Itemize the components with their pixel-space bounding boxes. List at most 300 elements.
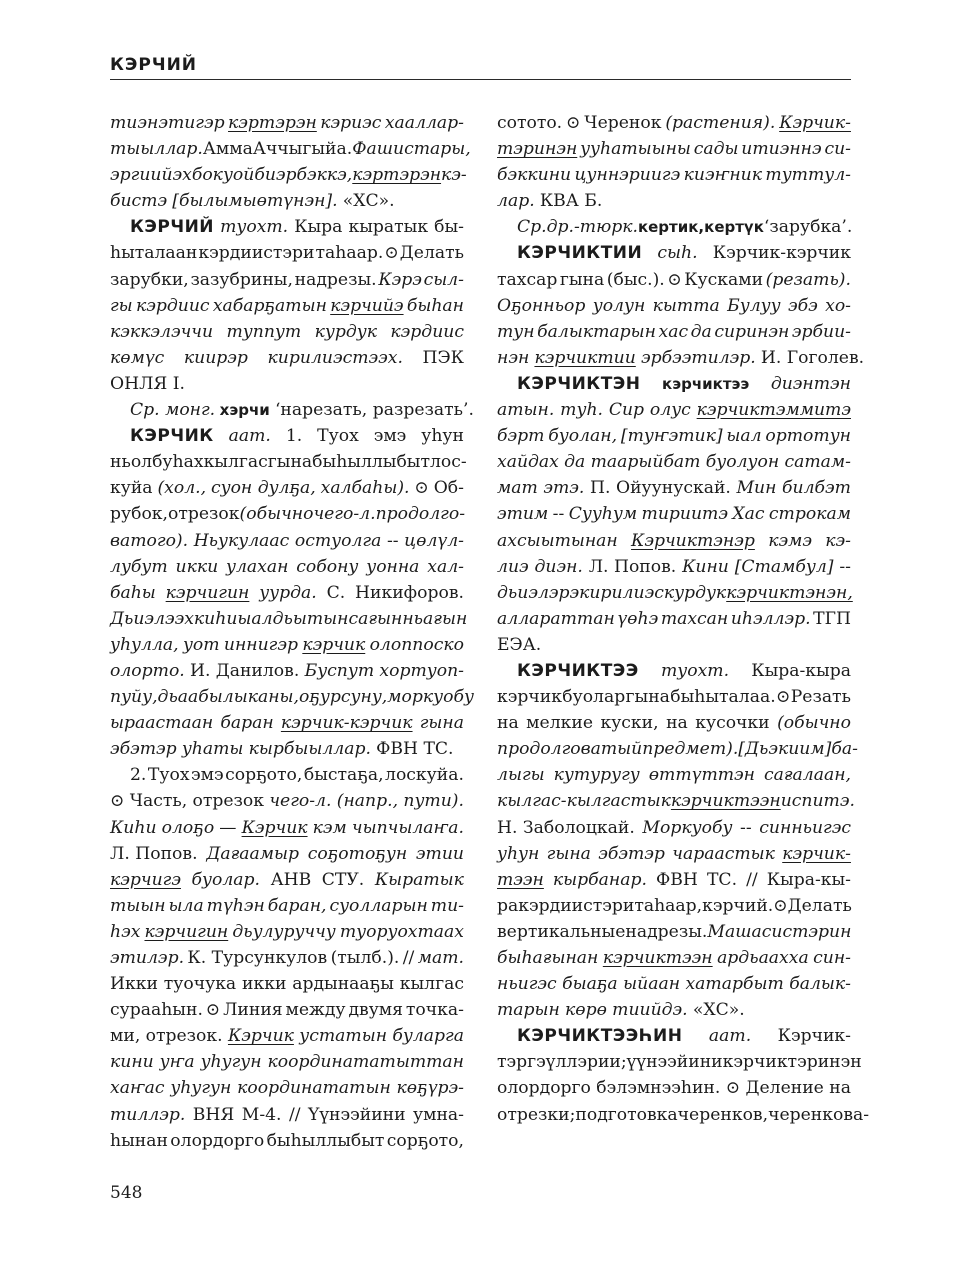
word: куйа	[110, 478, 153, 499]
word: һынан	[110, 1130, 168, 1151]
text-line	[497, 580, 851, 606]
word: таһаар,	[634, 895, 703, 916]
word: [туҥэтик]	[620, 426, 723, 447]
word: чего-л.	[269, 791, 332, 812]
word: пуйу,	[110, 687, 158, 708]
word: ньигэс	[497, 974, 557, 995]
word: сыл-	[423, 269, 464, 290]
word: киһи	[193, 608, 238, 629]
word: Делать	[787, 895, 852, 916]
word: Фашистары,	[352, 139, 471, 160]
word: устатын	[299, 1026, 388, 1047]
word: К. Турсункулов	[187, 948, 328, 968]
word: чего-л.	[313, 504, 376, 525]
word: эргиийэх	[110, 165, 192, 186]
word: КВА Б.	[539, 191, 603, 212]
text-line	[110, 240, 464, 266]
word: туохт.	[660, 660, 730, 681]
word: ра	[497, 895, 519, 916]
word: тириитэ	[641, 504, 728, 525]
text-line	[497, 319, 851, 345]
word: гына	[267, 452, 313, 473]
word: 2.	[130, 765, 147, 786]
word: туоруохтаах	[339, 921, 464, 942]
word: ЕЭА.	[497, 634, 542, 655]
word: рубок,	[110, 504, 169, 525]
word: лиэ	[497, 556, 529, 577]
text-line	[497, 841, 851, 867]
word: эрбээтилэр.	[640, 347, 756, 368]
text-line	[110, 1102, 464, 1128]
word: ОНЛЯ I.	[110, 373, 186, 394]
page-number: 548	[110, 1183, 143, 1203]
word: кырбыыллар.	[248, 739, 371, 760]
word: (обычно	[777, 713, 851, 734]
word: быһағынан	[497, 948, 599, 968]
word: кэрчий.	[702, 895, 774, 916]
word: көмүс	[110, 347, 165, 368]
word: баһы	[110, 582, 156, 603]
word: Дьиэлээх	[110, 608, 194, 629]
word: продолговатый	[497, 739, 643, 760]
word: кырбанар.	[552, 869, 647, 890]
text-line	[497, 632, 851, 658]
word: ⊙	[775, 687, 791, 708]
word: Кини	[682, 556, 729, 577]
text-line	[497, 554, 851, 580]
word: на	[497, 713, 519, 734]
word: Н. Заболоцкай.	[497, 817, 635, 838]
word: аат.	[228, 426, 271, 447]
word: уурда.	[259, 582, 317, 603]
word: ПЭК	[422, 347, 464, 368]
word: ньолбуһах	[110, 452, 204, 473]
text-line	[110, 893, 464, 919]
word: туохт.	[220, 217, 289, 238]
text-line	[110, 867, 464, 893]
word: олус	[649, 400, 691, 421]
word: М-4.	[241, 1104, 282, 1125]
word: Туох	[147, 765, 190, 786]
text-line	[110, 736, 464, 762]
word: дьиэлэрэ	[497, 582, 580, 603]
text-line	[497, 893, 851, 919]
word: гына	[419, 713, 464, 734]
word: кэрдиистэри	[518, 895, 635, 916]
word: Моркуобу	[642, 817, 733, 838]
word: соҕотоҕун	[307, 843, 408, 864]
word: предмет).	[642, 739, 739, 760]
word: этим	[497, 504, 549, 525]
word: үллэрии;	[545, 1052, 627, 1073]
word: балыктарын	[537, 321, 656, 342]
word: ыалдьытын	[237, 608, 349, 629]
word: отрезок.	[145, 1026, 223, 1047]
word: Сууһум	[568, 504, 638, 525]
word: хэрчи	[219, 401, 270, 420]
text-line	[110, 815, 464, 841]
word: тахсан	[660, 608, 729, 629]
word: си-	[824, 139, 851, 160]
word: Черенок	[584, 113, 662, 133]
word: кэ-	[441, 165, 467, 186]
word: кэккэлэччи	[110, 321, 214, 342]
headword: КЭРЧИКТЭН	[517, 373, 641, 394]
example-word: Кэрчик	[241, 817, 308, 838]
word: да	[564, 452, 586, 473]
word: «ХС».	[692, 1000, 745, 1021]
word: туһ.	[560, 400, 603, 421]
word: Никифоров.	[355, 582, 464, 603]
word: ууһатыыны	[580, 139, 691, 160]
example-word: Кэрчиктэнэр	[631, 530, 755, 551]
word: бэлэмнээһин.	[596, 1078, 721, 1099]
word: ыал	[726, 426, 762, 447]
text-line	[110, 710, 464, 736]
word: уонна	[366, 556, 420, 577]
word: испитэ.	[780, 791, 855, 812]
word: ⊙	[773, 895, 788, 916]
text-line	[497, 1049, 862, 1075]
word: быаҕа	[562, 974, 618, 995]
word: быһан	[406, 295, 464, 316]
word: Ойуунускай.	[616, 478, 731, 499]
example-word: кэрчиктээн	[670, 791, 781, 812]
word: Деление	[745, 1078, 824, 1099]
word: бэккини	[497, 165, 572, 186]
word: И. Гоголев.	[760, 347, 865, 368]
word: олордорго	[170, 1130, 265, 1151]
text-line	[497, 658, 851, 684]
word: олоппоско	[369, 634, 464, 655]
text-line	[110, 762, 464, 788]
text-line	[497, 1023, 851, 1049]
word: (тылб.).	[330, 948, 400, 968]
text-line	[497, 110, 851, 136]
word: эмэ	[373, 426, 407, 447]
text-line	[497, 162, 851, 188]
word: тиийдэ.	[612, 1000, 688, 1021]
word: ба-	[831, 739, 858, 760]
text-line	[497, 136, 851, 162]
word: кэмэ	[768, 530, 812, 551]
word: Л. Попов.	[588, 556, 677, 577]
example-word: тэринэн	[497, 139, 578, 160]
word: киирэр	[183, 347, 248, 368]
example-word: кэртэрэн	[352, 165, 442, 186]
text-line	[497, 397, 851, 423]
word: [Дьэкиим]	[738, 739, 832, 760]
word: бэрт	[497, 426, 545, 447]
word: лоскуйа.	[385, 765, 464, 786]
word: буолар	[562, 687, 626, 708]
word: кирилиэстээх.	[267, 347, 403, 368]
word: уһулла,	[110, 634, 179, 655]
word: мелкие	[526, 713, 593, 734]
word: кылгас	[399, 974, 464, 995]
word: кэрдиис	[390, 321, 464, 342]
word: зазубрины,	[190, 269, 293, 290]
word: —	[219, 817, 237, 838]
word: остуолга	[294, 530, 382, 551]
text-line	[497, 423, 851, 449]
word: итиэннэ	[741, 139, 822, 160]
text-line	[110, 110, 464, 136]
text-line	[497, 971, 851, 997]
left-column	[110, 110, 474, 1154]
word: --	[839, 556, 851, 577]
text-line	[497, 528, 851, 554]
word: сотото.	[497, 113, 563, 133]
headword: КЭРЧИЙ	[130, 217, 215, 238]
word: баран	[220, 713, 274, 734]
example-word: тээн	[497, 869, 544, 890]
word: бы-	[434, 217, 464, 238]
text-line	[497, 815, 851, 841]
word: баран,	[267, 895, 327, 916]
word: кыратык	[348, 217, 429, 238]
text-line	[110, 554, 464, 580]
word: таарыйбат	[590, 452, 701, 473]
word: дьаабылыканы,	[157, 687, 300, 708]
example-word: кэрчик-	[782, 843, 851, 864]
word: дьулуруччу	[232, 921, 336, 942]
word: надрезы.	[625, 921, 708, 942]
word: икки	[242, 974, 287, 995]
headword: КЭРЧИКТЭЭҺИН	[517, 1026, 683, 1047]
word: буолуон	[705, 452, 780, 473]
word: буолан,	[548, 426, 618, 447]
text-line	[110, 345, 464, 371]
word: халбаһы).	[320, 478, 410, 499]
word: уһугун	[170, 1078, 232, 1099]
word: отрезки;	[497, 1104, 576, 1125]
word: Ср. монг.	[130, 400, 216, 421]
word: на	[666, 713, 688, 734]
word: ардьаахха	[717, 948, 809, 968]
word: на	[829, 1078, 851, 1099]
word: цуннэриигэ	[574, 165, 681, 186]
word: олордорго	[497, 1078, 591, 1099]
word: Хас	[732, 504, 765, 525]
word: ⊙	[667, 269, 682, 290]
word: бистэ	[110, 191, 168, 212]
text-line	[497, 867, 851, 893]
word: тыыллар.	[110, 139, 203, 160]
text-line	[497, 240, 851, 266]
text-line	[110, 606, 468, 632]
text-line	[497, 188, 851, 214]
word: сорҕото,	[386, 1130, 464, 1151]
text-line	[497, 371, 851, 397]
word: бокуой	[191, 165, 255, 186]
word: между	[285, 1000, 346, 1021]
word: Кусками	[684, 269, 764, 290]
word: ватого).	[110, 530, 189, 551]
word: П.	[589, 478, 611, 499]
word: диэн.	[534, 556, 583, 577]
word: собону	[296, 556, 359, 577]
word: ахсыытынан	[497, 530, 618, 551]
word: (напр.,	[336, 791, 399, 812]
word: тахсар	[497, 269, 558, 290]
word: чараастык	[672, 843, 775, 864]
example-word: Кэрчик-	[779, 113, 851, 133]
word: сурааһын.	[110, 1000, 203, 1021]
word: Булуу	[727, 295, 781, 316]
word: быһыллыбыт	[266, 1130, 385, 1151]
word: кутуругу	[553, 765, 640, 786]
word: кирилиэс	[579, 582, 664, 603]
word: (растения).	[665, 113, 776, 133]
word: билбэт	[782, 478, 851, 499]
word: --	[552, 504, 565, 525]
text-line	[497, 606, 851, 632]
example-word: кэрчиктэммитэ	[696, 400, 851, 421]
word: кэрчиктээ	[662, 374, 750, 393]
word: чыпчылаҥа.	[351, 817, 464, 838]
word: туочука	[163, 974, 237, 995]
word: уҥа	[159, 1052, 195, 1073]
word: хас	[658, 321, 689, 342]
word: Кэрэ	[378, 269, 422, 290]
word: Линия	[223, 1000, 283, 1021]
word: хортуоп-	[379, 660, 464, 681]
word: балык-	[789, 974, 851, 995]
word: АНВ	[270, 869, 312, 890]
word: строкам	[768, 504, 851, 525]
word: оҕурсуну,	[299, 687, 388, 708]
word: син-	[813, 948, 851, 968]
word: систэрин	[761, 921, 852, 942]
text-line	[497, 1102, 870, 1128]
word: ти-	[430, 895, 464, 916]
text-line	[110, 919, 464, 945]
word: (хол.,	[157, 478, 207, 499]
word: (резать).	[765, 269, 851, 290]
word: кертүк	[704, 218, 764, 237]
word: диэнтэн	[770, 373, 851, 394]
word: Буспут	[304, 660, 375, 681]
word: мат	[497, 478, 538, 499]
word: черенкова-	[768, 1104, 870, 1125]
word: тыын	[110, 895, 166, 916]
text-line	[110, 188, 464, 214]
word: туттул-	[765, 165, 851, 186]
text-line	[110, 267, 464, 293]
word: кэриэс	[320, 113, 382, 133]
right-column	[497, 110, 870, 1128]
example-word: кэрчийэ	[330, 295, 404, 316]
word: кылгас	[203, 452, 268, 473]
word: Сир	[608, 400, 645, 421]
word: улахан	[226, 556, 289, 577]
text-line	[110, 580, 464, 606]
word: куски,	[600, 713, 659, 734]
text-line	[110, 1128, 464, 1154]
word: хал-	[427, 556, 464, 577]
word: түһэн	[206, 895, 265, 916]
word: подготовка	[575, 1104, 678, 1125]
word: //	[288, 1104, 301, 1125]
headword: КЭРЧИКТИИ	[517, 243, 643, 264]
word: кэм	[312, 817, 347, 838]
word: (обычно	[239, 504, 314, 525]
word: Об-	[433, 478, 464, 499]
word: [Стамбул]	[734, 556, 834, 577]
word: кусочки	[695, 713, 770, 734]
word: сағалаан,	[763, 765, 851, 786]
word: ардынааҕы	[292, 974, 394, 995]
word: уһаты	[181, 739, 244, 760]
text-line	[110, 997, 464, 1023]
text-line	[110, 528, 464, 554]
word: вертикальные	[497, 921, 626, 942]
word: сыһ.	[657, 243, 698, 264]
word: синньигэс	[759, 817, 851, 838]
word: гына	[559, 269, 605, 290]
word: точка-	[405, 1000, 464, 1021]
word: ми,	[110, 1026, 141, 1047]
word: Данилов.	[215, 660, 300, 681]
text-line	[497, 214, 851, 240]
example-word: Кэрчик	[227, 1026, 294, 1047]
text-line	[110, 371, 464, 397]
word: суон дулҕа,	[210, 478, 316, 499]
word: сатам-	[784, 452, 851, 473]
word: Киһи	[110, 817, 157, 838]
word: уһун	[497, 843, 540, 864]
word: ⊙	[205, 1000, 221, 1021]
word: Мин	[736, 478, 777, 499]
word: таһаар.	[315, 243, 384, 264]
text-line	[110, 136, 471, 162]
word: «ХС».	[342, 191, 395, 212]
text-line	[110, 319, 464, 345]
example-word: кэрчигин	[144, 921, 229, 942]
word: уот	[182, 634, 220, 655]
word: двумя	[348, 1000, 404, 1021]
text-line	[110, 684, 474, 710]
word: лос-	[430, 452, 467, 473]
word: пути).	[403, 791, 464, 812]
word: --	[386, 530, 399, 551]
word: ТГП	[813, 608, 851, 629]
word: //	[402, 948, 415, 968]
word: туппут	[226, 321, 302, 342]
word: кэрдиистэри	[198, 243, 315, 264]
word: отрезок	[192, 791, 265, 812]
word: ВНЯ	[192, 1104, 235, 1125]
word: сады	[693, 139, 739, 160]
word: сорҕото,	[225, 765, 303, 786]
word: кэ-	[825, 530, 851, 551]
text-line	[497, 449, 851, 475]
word: тиллэр.	[110, 1104, 186, 1125]
word: тарын	[497, 1000, 560, 1021]
word: этии	[415, 843, 464, 864]
word: С.	[326, 582, 346, 603]
word: Оҕонньор	[497, 295, 586, 316]
word: ⊙	[384, 243, 399, 264]
word: аат.	[708, 1026, 752, 1047]
word: Кыратык	[374, 869, 464, 890]
word: Кыра-кыра	[751, 660, 851, 681]
word: һыталаан	[110, 243, 198, 264]
text-line	[110, 214, 464, 240]
word: кытта	[652, 295, 720, 316]
word: //	[746, 869, 758, 890]
